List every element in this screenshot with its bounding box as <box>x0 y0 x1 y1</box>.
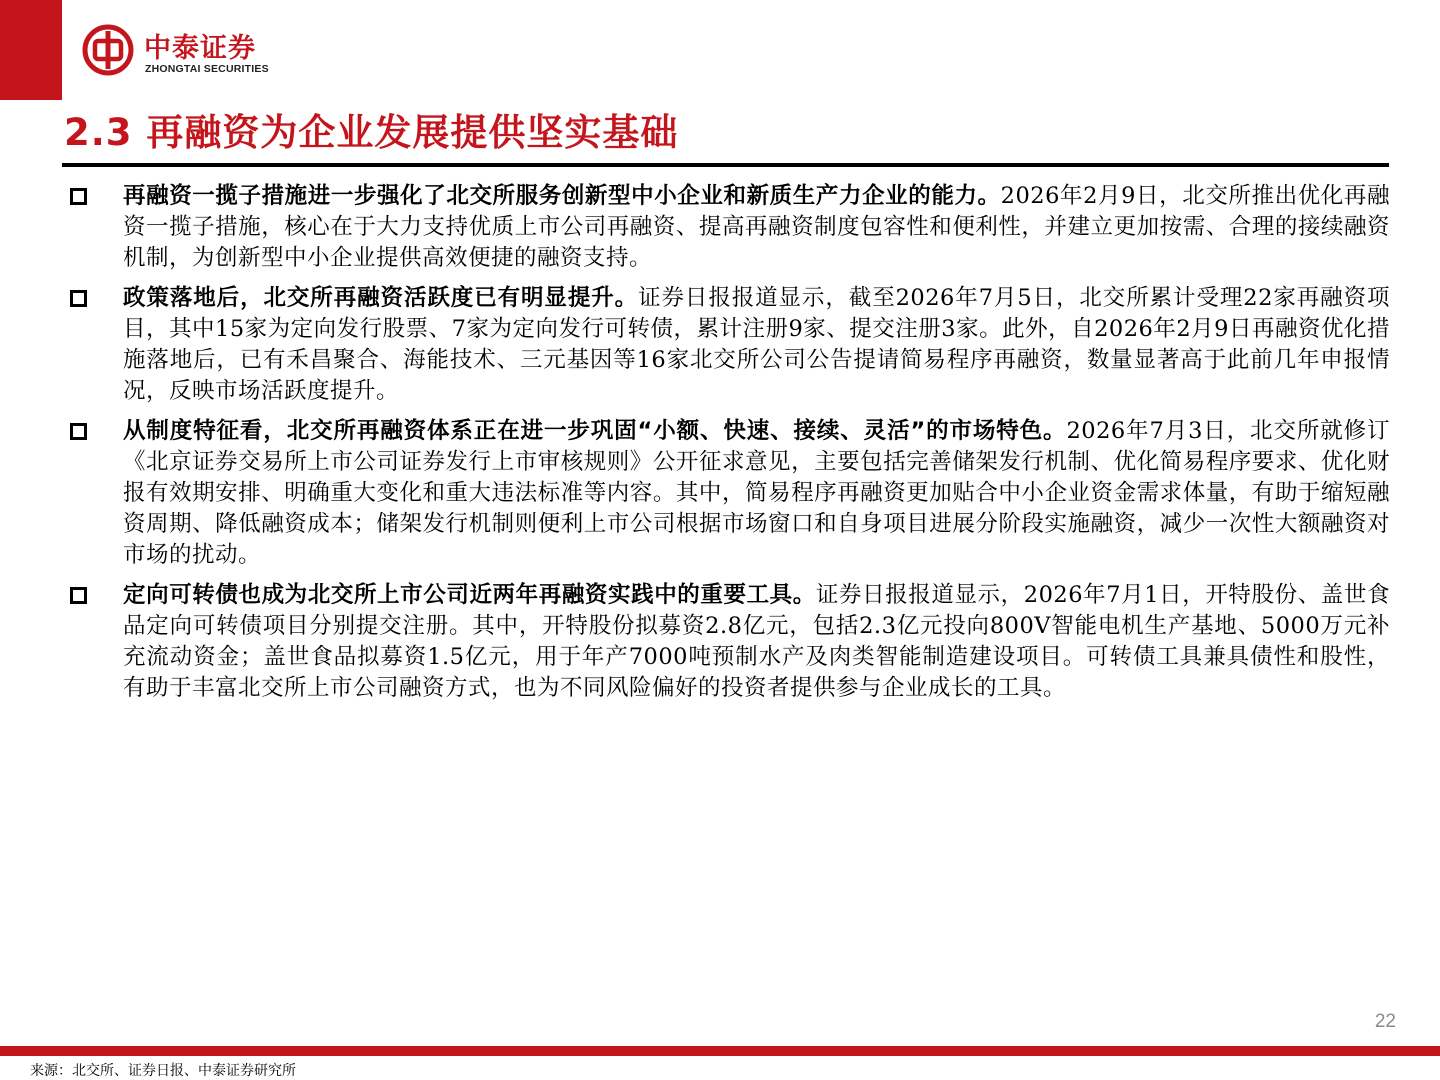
bullet-item-4 <box>70 580 1390 704</box>
square-bullet-icon <box>70 587 87 604</box>
brand-logo <box>82 22 322 82</box>
corner-accent-block <box>0 0 62 100</box>
bullet-item-3 <box>70 416 1390 571</box>
bullet-body-text: 证券日报报道显示，截至2026年7月5日，北交所累计受理22家再融资项目，其中15家为定向发行股票、7家为定向发行可转债，累计注册9家、提交注册3家。此外，自2026年2月9日再融资优化措施落地后，已有禾昌聚合、海能技术、三元基因等16家北交所公司公告提请简易程序再融资，数量显著高于此前几年申报情况，反映市场活跃度提升。 <box>123 285 1390 404</box>
zhongtai-emblem-icon <box>82 24 134 76</box>
bullet-item-2 <box>70 283 1390 407</box>
footer-bar <box>0 1046 1440 1056</box>
bullet-lead-text: 定向可转债也成为北交所上市公司近两年再融资实践中的重要工具。 <box>123 582 816 608</box>
source-note: 来源：北交所、证券日报、中泰证券研究所 <box>30 1063 296 1079</box>
title-divider <box>62 163 1389 167</box>
brand-name-cn: 中泰证券 <box>144 33 256 64</box>
brand-name-en: ZHONGTAI SECURITIES <box>145 63 269 75</box>
square-bullet-icon <box>70 188 87 205</box>
bullet-paragraph <box>123 181 1390 274</box>
bullet-item-1 <box>70 181 1390 274</box>
bullet-list <box>70 181 1390 713</box>
bullet-paragraph <box>123 580 1390 704</box>
bullet-body-text: 证券日报报道显示，2026年7月1日，开特股份、盖世食品定向可转债项目分别提交注册。其中，开特股份拟募资2.8亿元，包括2.3亿元投向800V智能电机生产基地、5000万元补充流动资金；盖世食品拟募资1.5亿元，用于年产7000吨预制水产及肉类智能制造建设项目。可转债工具兼具债性和股性，有助于丰富北交所上市公司融资方式，也为不同风险偏好的投资者提供参与企业成长的工具。 <box>123 582 1390 701</box>
bullet-paragraph <box>123 283 1390 407</box>
bullet-lead-text: 从制度特征看，北交所再融资体系正在进一步巩固“小额、快速、接续、灵活”的市场特色。 <box>123 418 1067 444</box>
square-bullet-icon <box>70 290 87 307</box>
square-bullet-icon <box>70 423 87 440</box>
page-title: 2.3 再融资为企业发展提供坚实基础 <box>64 111 679 154</box>
bullet-body-text: 2026年2月9日，北交所推出优化再融资一揽子措施，核心在于大力支持优质上市公司再融资、提高再融资制度包容性和便利性，并建立更加按需、合理的接续融资机制，为创新型中小企业提供高效便捷的融资支持。 <box>123 183 1390 271</box>
bullet-lead-text: 政策落地后，北交所再融资活跃度已有明显提升。 <box>123 285 639 311</box>
page-number: 22 <box>1374 1011 1396 1032</box>
bullet-paragraph <box>123 416 1390 571</box>
bullet-body-text: 2026年7月3日，北交所就修订《北京证券交易所上市公司证券发行上市审核规则》公开征求意见，主要包括完善储架发行机制、优化简易程序要求、优化财报有效期安排、明确重大变化和重大违法标准等内容。其中，简易程序再融资更加贴合中小企业资金需求体量，有助于缩短融资周期、降低融资成本；储架发行机制则便利上市公司根据市场窗口和自身项目进展分阶段实施融资，减少一次性大额融资对市场的扰动。 <box>123 418 1390 568</box>
bullet-lead-text: 再融资一揽子措施进一步强化了北交所服务创新型中小企业和新质生产力企业的能力。 <box>123 183 1001 209</box>
